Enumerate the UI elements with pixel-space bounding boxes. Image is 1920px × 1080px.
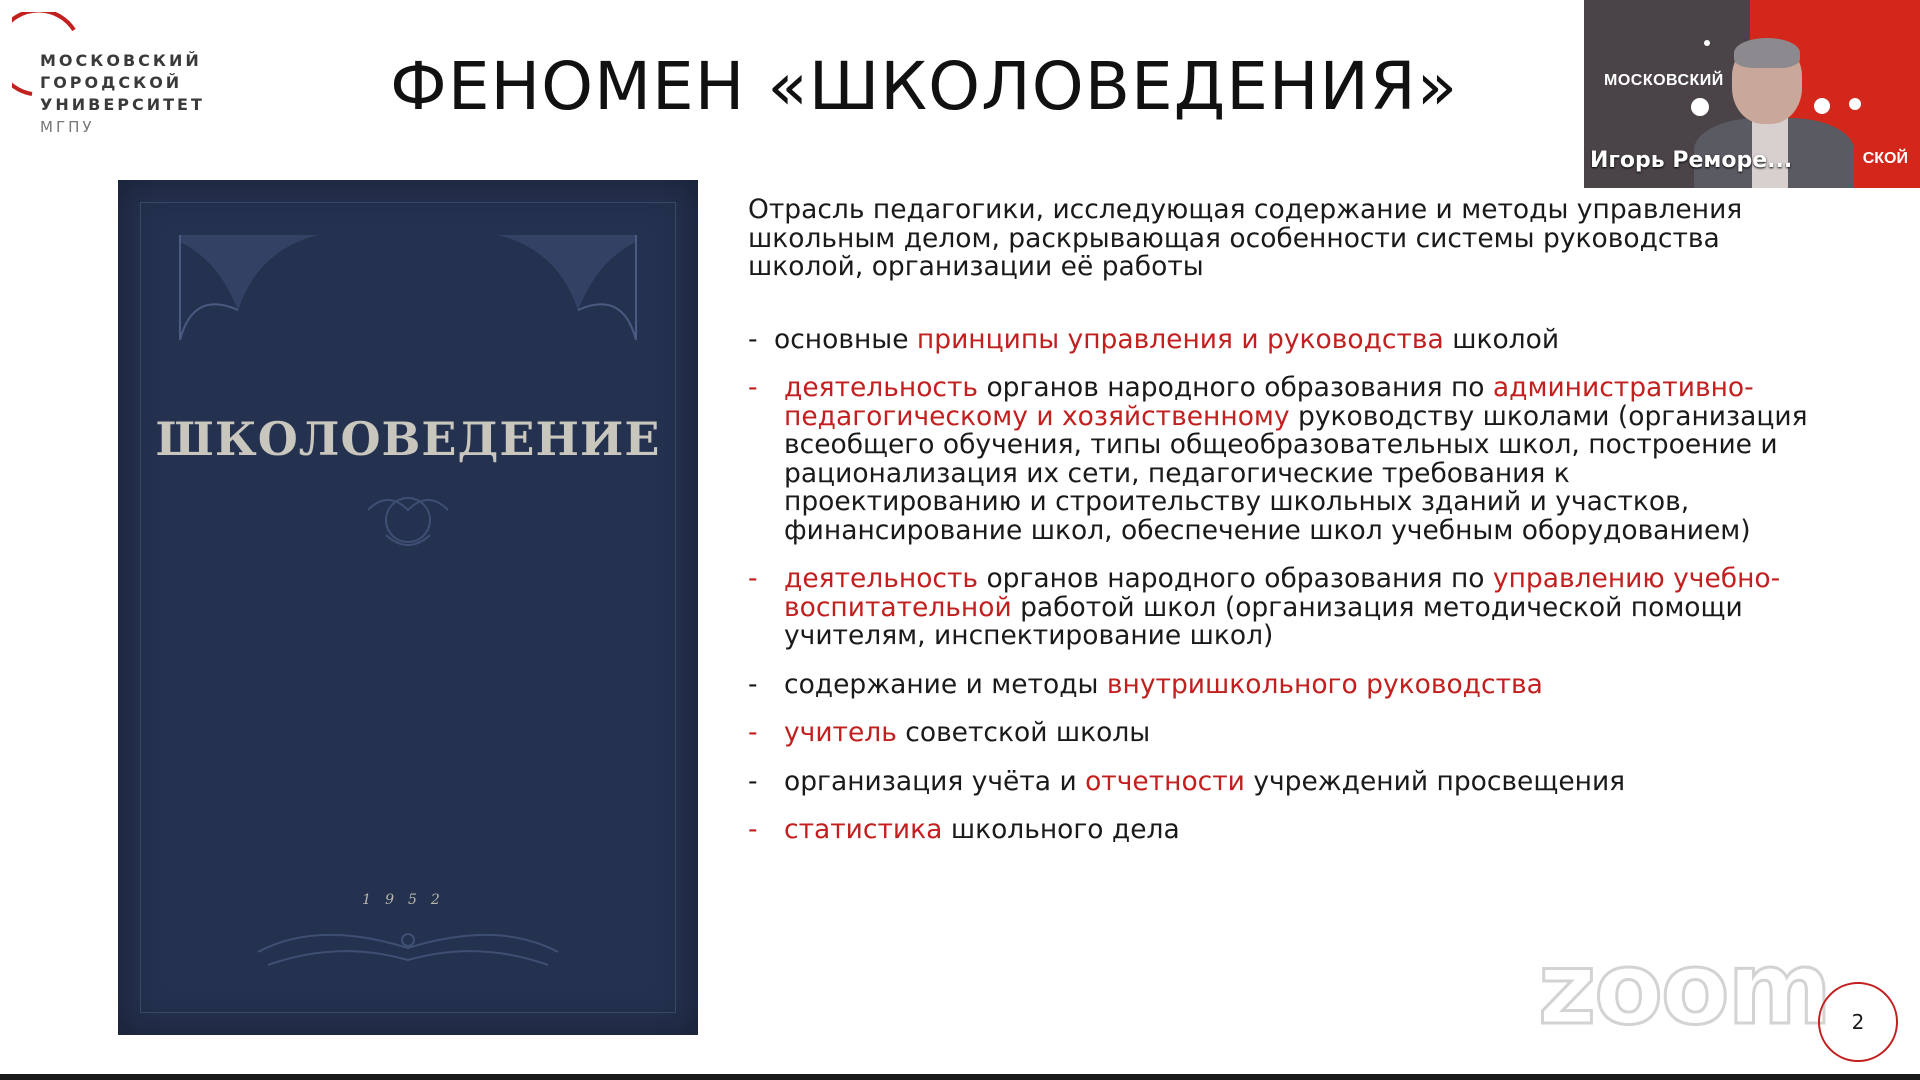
- highlighted-text: учитель: [784, 717, 897, 748]
- zoom-watermark: zoom: [1538, 930, 1830, 1047]
- bullet-text: органов народного образования по: [978, 563, 1493, 594]
- highlighted-text: статистика: [784, 814, 943, 845]
- bullet-dash: -: [748, 323, 758, 355]
- logo-line-4: МГПУ: [40, 118, 95, 136]
- bullet-item: [748, 374, 1808, 545]
- bullet-item: [748, 719, 1808, 748]
- bullet-text: школьного дела: [942, 814, 1180, 845]
- decor-dot: [1849, 98, 1861, 110]
- bullet-item: [748, 816, 1808, 845]
- decor-dot: [1691, 98, 1709, 116]
- bullet-dash: -: [748, 563, 758, 594]
- intro-text: Отрасль педагогики, исследующая содержание и методы управления школьным делом, раскрывающая особенности системы руководства школой, организации её работы: [748, 194, 1743, 282]
- bottom-bar: [0, 1074, 1920, 1080]
- bullet-list: [748, 323, 1808, 845]
- highlighted-text: отчетности: [1085, 765, 1245, 797]
- slide-content: [748, 196, 1808, 865]
- bullet-item: [748, 765, 1808, 797]
- bullet-item: [748, 565, 1808, 651]
- video-bg-partial-label: СКОЙ: [1862, 150, 1908, 167]
- participant-name: Игорь Реморе...: [1590, 148, 1793, 173]
- highlighted-text: принципы управления и руководства: [916, 323, 1444, 355]
- logo-line-3: УНИВЕРСИТЕТ: [40, 95, 205, 114]
- bullet-text: органов народного образования по: [978, 372, 1493, 403]
- book-title: ШКОЛОВЕДЕНИЕ: [155, 412, 661, 466]
- slide-title: ФЕНОМЕН «ШКОЛОВЕДЕНИЯ»: [390, 48, 1459, 125]
- bullet-dash: -: [748, 814, 758, 845]
- highlighted-text: деятельность: [784, 372, 979, 403]
- highlighted-text: управлению учебно-воспитательной: [784, 563, 1781, 623]
- speaker-video-tile[interactable]: [1584, 0, 1920, 188]
- speaker-hair: [1734, 38, 1800, 68]
- logo-line-1: МОСКОВСКИЙ: [40, 51, 202, 70]
- video-bg-label: МОСКОВСКИЙ: [1604, 72, 1724, 89]
- decor-dot: [1814, 98, 1830, 114]
- bullet-text: работой школ (организация методической помощи учителям, инспектирование школ): [784, 591, 1743, 651]
- bullet-text: организация учёта и: [784, 765, 1086, 797]
- logo-line-2: ГОРОДСКОЙ: [40, 73, 183, 92]
- decor-dot: [1704, 40, 1710, 46]
- bullet-text: школой: [1443, 323, 1560, 355]
- highlighted-text: внутришкольного руководства: [1106, 668, 1543, 700]
- bullet-dash: -: [748, 668, 758, 700]
- page-number: 2: [1818, 982, 1898, 1062]
- bullet-text: основные: [774, 323, 917, 355]
- logo-text: [40, 50, 205, 138]
- bullet-dash: -: [748, 717, 758, 748]
- book-year: 1952: [362, 892, 454, 908]
- highlighted-text: административно-педагогическому и хозяйственному: [784, 372, 1754, 432]
- bullet-dash: -: [748, 765, 758, 797]
- bullet-text: содержание и методы: [784, 668, 1107, 700]
- highlighted-text: деятельность: [784, 563, 979, 594]
- university-logo: [12, 12, 205, 142]
- bullet-text: советской школы: [896, 717, 1151, 748]
- bullet-item: [748, 323, 1808, 355]
- bullet-text: учреждений просвещения: [1244, 765, 1626, 797]
- bullet-item: [748, 668, 1808, 700]
- bullet-text: руководству школами (организация всеобщего обучения, типы общеобразовательных школ, построение и рационализация их сети, педагогические требования к проектированию и строительству школьных зданий и участков, финансирование школ, обеспечение школ учебным оборудованием): [784, 400, 1808, 546]
- bullet-dash: -: [748, 372, 758, 403]
- book-cover-image: [118, 180, 698, 1035]
